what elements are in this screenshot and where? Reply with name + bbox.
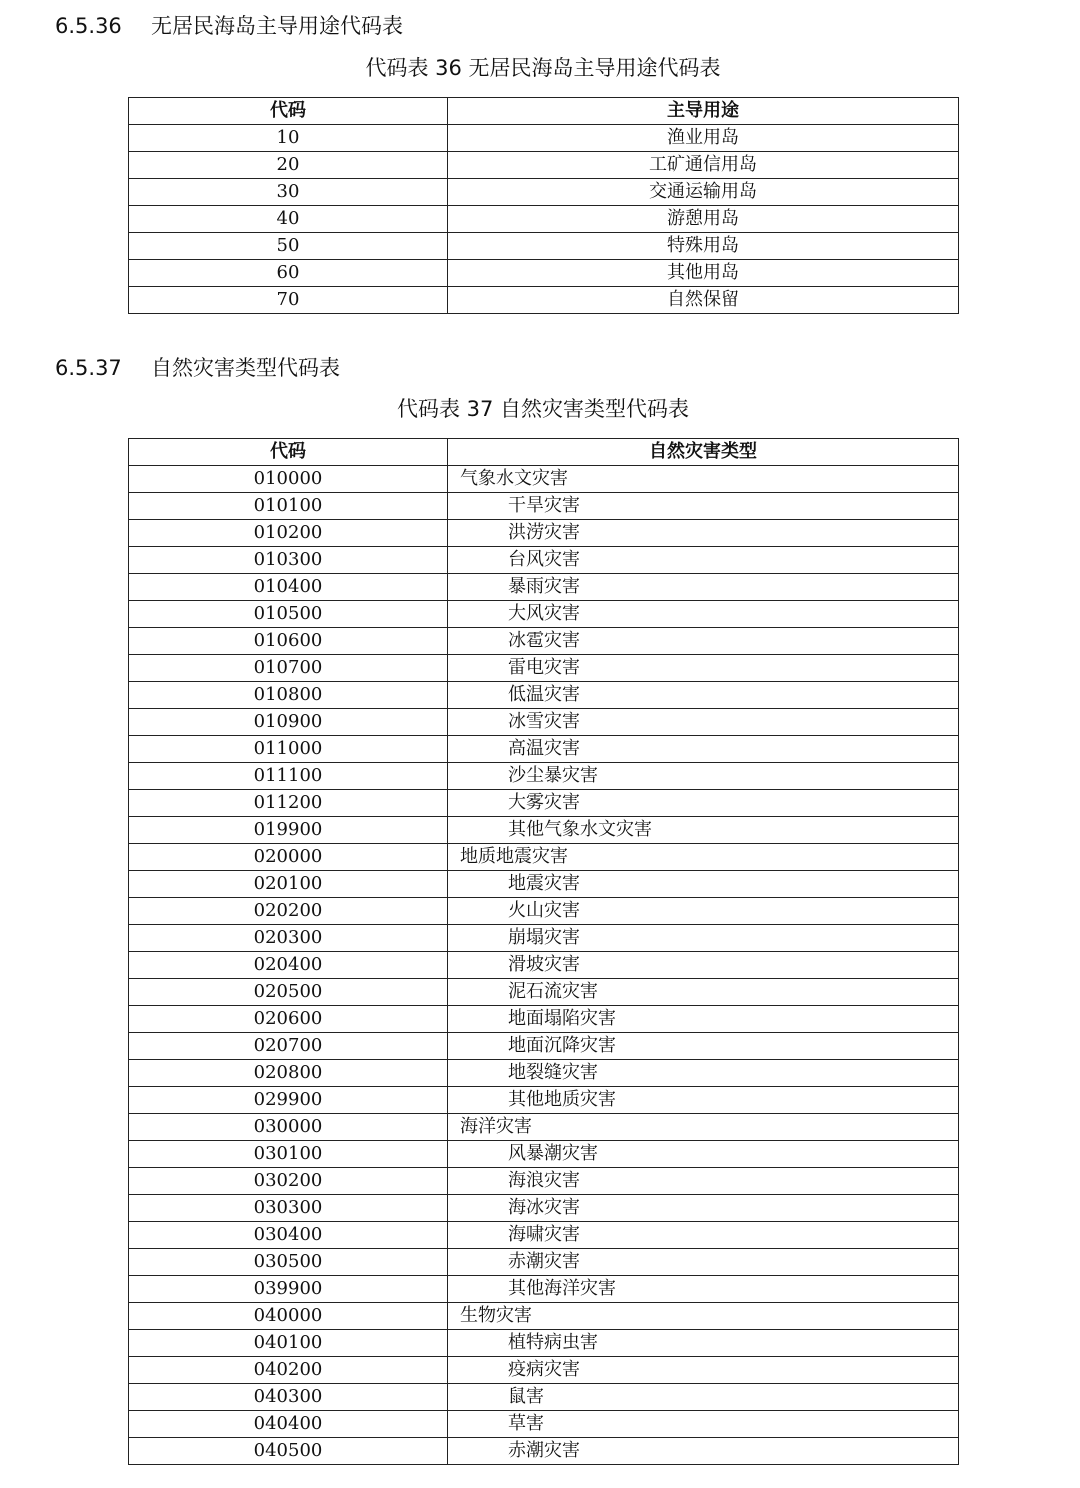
table-row [129, 1168, 959, 1195]
table-37-title: 代码表 37 自然灾害类型代码表 [396, 397, 690, 421]
table-row [129, 709, 959, 736]
subcategory-cell: 泥石流灾害 [448, 979, 959, 1006]
table-header-row [129, 439, 959, 466]
code-cell: 60 [129, 260, 448, 287]
usage-cell: 自然保留 [448, 287, 959, 314]
table-row [129, 466, 959, 493]
table-36-title: 代码表 36 无居民海岛主导用途代码表 [365, 56, 721, 80]
section-36-title: 无居民海岛主导用途代码表 [151, 14, 403, 38]
code-cell: 020200 [129, 898, 448, 925]
table-row [129, 736, 959, 763]
code-cell: 010900 [129, 709, 448, 736]
code-cell: 010200 [129, 520, 448, 547]
code-cell: 010300 [129, 547, 448, 574]
category-cell: 气象水文灾害 [448, 466, 959, 493]
island-usage-code-table [128, 97, 959, 314]
code-cell: 030100 [129, 1141, 448, 1168]
code-cell: 020700 [129, 1033, 448, 1060]
usage-cell: 其他用岛 [448, 260, 959, 287]
column-header-usage: 主导用途 [448, 98, 959, 125]
subcategory-cell: 赤潮灾害 [448, 1438, 959, 1465]
table-row [129, 287, 959, 314]
code-cell: 70 [129, 287, 448, 314]
subcategory-cell: 赤潮灾害 [448, 1249, 959, 1276]
table-row [129, 1249, 959, 1276]
code-cell: 50 [129, 233, 448, 260]
subcategory-cell: 冰雪灾害 [448, 709, 959, 736]
subcategory-cell: 疫病灾害 [448, 1357, 959, 1384]
code-cell: 040400 [129, 1411, 448, 1438]
code-cell: 20 [129, 152, 448, 179]
table-row [129, 1438, 959, 1465]
table-row [129, 601, 959, 628]
subcategory-cell: 海啸灾害 [448, 1222, 959, 1249]
section-37-number: 6.5.37 [55, 356, 122, 380]
subcategory-cell: 低温灾害 [448, 682, 959, 709]
subcategory-cell: 崩塌灾害 [448, 925, 959, 952]
subcategory-cell: 干旱灾害 [448, 493, 959, 520]
table-row [129, 1222, 959, 1249]
table-row [129, 152, 959, 179]
section-36-heading [55, 12, 403, 40]
code-cell: 011000 [129, 736, 448, 763]
table-row [129, 817, 959, 844]
code-cell: 040200 [129, 1357, 448, 1384]
code-cell: 020000 [129, 844, 448, 871]
subcategory-cell: 其他气象水文灾害 [448, 817, 959, 844]
code-cell: 020300 [129, 925, 448, 952]
table-row [129, 493, 959, 520]
subcategory-cell: 大雾灾害 [448, 790, 959, 817]
table-row [129, 179, 959, 206]
table-row [129, 925, 959, 952]
code-cell: 020400 [129, 952, 448, 979]
table-row [129, 574, 959, 601]
code-cell: 10 [129, 125, 448, 152]
table-row [129, 790, 959, 817]
code-cell: 040300 [129, 1384, 448, 1411]
subcategory-cell: 地面塌陷灾害 [448, 1006, 959, 1033]
subcategory-cell: 植特病虫害 [448, 1330, 959, 1357]
code-cell: 030200 [129, 1168, 448, 1195]
subcategory-cell: 大风灾害 [448, 601, 959, 628]
code-cell: 011200 [129, 790, 448, 817]
code-cell: 020100 [129, 871, 448, 898]
natural-disaster-code-table [128, 438, 959, 1465]
section-36-number: 6.5.36 [55, 14, 122, 38]
table-row [129, 233, 959, 260]
table-row [129, 1384, 959, 1411]
table-row [129, 763, 959, 790]
code-cell: 020500 [129, 979, 448, 1006]
usage-cell: 工矿通信用岛 [448, 152, 959, 179]
table-row [129, 1357, 959, 1384]
subcategory-cell: 滑坡灾害 [448, 952, 959, 979]
table-row [129, 206, 959, 233]
category-cell: 生物灾害 [448, 1303, 959, 1330]
code-cell: 010000 [129, 466, 448, 493]
usage-cell: 游憩用岛 [448, 206, 959, 233]
table-row [129, 125, 959, 152]
subcategory-cell: 风暴潮灾害 [448, 1141, 959, 1168]
subcategory-cell: 洪涝灾害 [448, 520, 959, 547]
subcategory-cell: 雷电灾害 [448, 655, 959, 682]
table-row [129, 1330, 959, 1357]
code-cell: 030500 [129, 1249, 448, 1276]
table-row [129, 655, 959, 682]
subcategory-cell: 海冰灾害 [448, 1195, 959, 1222]
code-cell: 010400 [129, 574, 448, 601]
table-row [129, 979, 959, 1006]
table-row [129, 260, 959, 287]
code-cell: 040000 [129, 1303, 448, 1330]
table-row [129, 628, 959, 655]
code-cell: 010500 [129, 601, 448, 628]
subcategory-cell: 草害 [448, 1411, 959, 1438]
table-row [129, 898, 959, 925]
column-header-code: 代码 [129, 98, 448, 125]
subcategory-cell: 海浪灾害 [448, 1168, 959, 1195]
subcategory-cell: 沙尘暴灾害 [448, 763, 959, 790]
table-row [129, 1195, 959, 1222]
section-37-heading [55, 354, 340, 382]
usage-cell: 渔业用岛 [448, 125, 959, 152]
table-row [129, 871, 959, 898]
table-row [129, 520, 959, 547]
subcategory-cell: 火山灾害 [448, 898, 959, 925]
code-cell: 040100 [129, 1330, 448, 1357]
usage-cell: 交通运输用岛 [448, 179, 959, 206]
code-cell: 039900 [129, 1276, 448, 1303]
table-row [129, 1087, 959, 1114]
table-row [129, 1060, 959, 1087]
code-cell: 040500 [129, 1438, 448, 1465]
subcategory-cell: 高温灾害 [448, 736, 959, 763]
table-header-row [129, 98, 959, 125]
subcategory-cell: 台风灾害 [448, 547, 959, 574]
code-cell: 010600 [129, 628, 448, 655]
code-cell: 011100 [129, 763, 448, 790]
code-cell: 020600 [129, 1006, 448, 1033]
code-cell: 030300 [129, 1195, 448, 1222]
table-row [129, 1411, 959, 1438]
usage-cell: 特殊用岛 [448, 233, 959, 260]
code-cell: 019900 [129, 817, 448, 844]
subcategory-cell: 其他海洋灾害 [448, 1276, 959, 1303]
code-cell: 020800 [129, 1060, 448, 1087]
code-cell: 030400 [129, 1222, 448, 1249]
table-row [129, 1114, 959, 1141]
section-37-title: 自然灾害类型代码表 [151, 356, 340, 380]
table-row [129, 1303, 959, 1330]
code-cell: 40 [129, 206, 448, 233]
column-header-disaster-type: 自然灾害类型 [448, 439, 959, 466]
table-row [129, 682, 959, 709]
subcategory-cell: 鼠害 [448, 1384, 959, 1411]
subcategory-cell: 地面沉降灾害 [448, 1033, 959, 1060]
code-cell: 010100 [129, 493, 448, 520]
subcategory-cell: 暴雨灾害 [448, 574, 959, 601]
table-row [129, 1276, 959, 1303]
table-row [129, 1006, 959, 1033]
code-cell: 030000 [129, 1114, 448, 1141]
table-row [129, 952, 959, 979]
category-cell: 地质地震灾害 [448, 844, 959, 871]
category-cell: 海洋灾害 [448, 1114, 959, 1141]
subcategory-cell: 其他地质灾害 [448, 1087, 959, 1114]
table-row [129, 1141, 959, 1168]
table-row [129, 844, 959, 871]
code-cell: 010800 [129, 682, 448, 709]
code-cell: 029900 [129, 1087, 448, 1114]
code-cell: 30 [129, 179, 448, 206]
code-cell: 010700 [129, 655, 448, 682]
table-row [129, 547, 959, 574]
table-row [129, 1033, 959, 1060]
column-header-code: 代码 [129, 439, 448, 466]
subcategory-cell: 冰雹灾害 [448, 628, 959, 655]
subcategory-cell: 地裂缝灾害 [448, 1060, 959, 1087]
subcategory-cell: 地震灾害 [448, 871, 959, 898]
